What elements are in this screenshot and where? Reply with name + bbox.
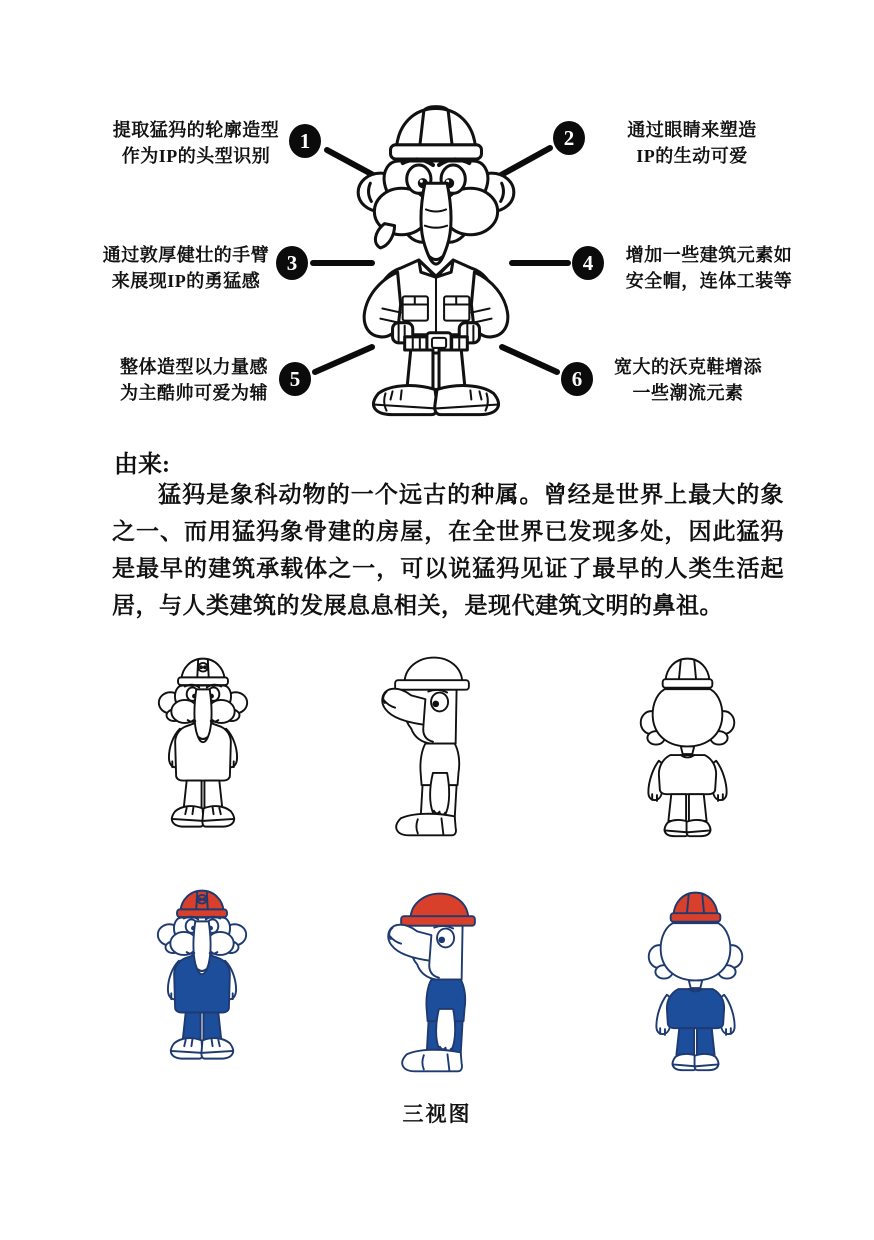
three-view-back-outline-figure <box>635 650 740 841</box>
callout-4-number-badge: 4 <box>572 246 604 280</box>
callout-1-line-1: 提取猛犸的轮廓造型 <box>112 120 280 140</box>
callout-2-number-badge: 2 <box>553 121 585 155</box>
three-view-side-colored-figure <box>386 884 490 1078</box>
callout-6-text <box>588 354 788 406</box>
three-view-back-colored-figure <box>643 884 748 1075</box>
callout-3-number-badge: 3 <box>276 246 308 280</box>
callout-1-text <box>96 117 296 169</box>
origin-paragraph: 猛犸是象科动物的一个远古的种属。曾经是世界上最大的象之一、而用猛犸象骨建的房屋，在全世界已发现多处，因此猛犸是最早的建筑承载体之一，可以说猛犸见证了最早的人类生活起居，与人类建筑的发展息息相关，是现代建筑文明的鼻祖。 <box>112 482 784 618</box>
callout-4-line-1: 增加一些建筑元素如 <box>625 245 793 265</box>
callout-4-text <box>600 242 818 294</box>
three-view-front-outline-figure <box>155 650 251 842</box>
callout-5-line-1: 整体造型以力量感 <box>120 357 268 377</box>
callout-4-line-2: 安全帽，连体工装等 <box>625 271 793 291</box>
callout-3-line-2: 来展现IP的勇猛感 <box>111 271 261 291</box>
callout-5-line-2: 为主酷帅可爱为辅 <box>120 383 268 403</box>
callout-5-text <box>94 354 294 406</box>
callout-3-text <box>86 242 286 294</box>
callout-1-line-2: 作为IP的头型识别 <box>121 146 271 166</box>
callout-2-text <box>592 117 792 169</box>
mascot-main-illustration <box>340 96 532 420</box>
origin-heading: 由来: <box>114 452 170 478</box>
three-views-label: 三视图 <box>402 1102 472 1126</box>
callout-6-number-badge: 6 <box>561 362 593 396</box>
callout-3-line-1: 通过敦厚健壮的手臂 <box>102 245 270 265</box>
three-view-side-outline-figure <box>380 648 484 842</box>
callout-1-number-badge: 1 <box>289 124 321 158</box>
callout-5-number-badge: 5 <box>279 362 311 396</box>
callout-6-line-2: 一些潮流元素 <box>632 383 744 403</box>
callout-2-line-2: IP的生动可爱 <box>636 146 748 166</box>
callout-6-line-1: 宽大的沃克鞋增添 <box>614 357 762 377</box>
three-view-front-colored-figure <box>154 882 250 1074</box>
callout-2-line-1: 通过眼睛来塑造 <box>627 120 757 140</box>
